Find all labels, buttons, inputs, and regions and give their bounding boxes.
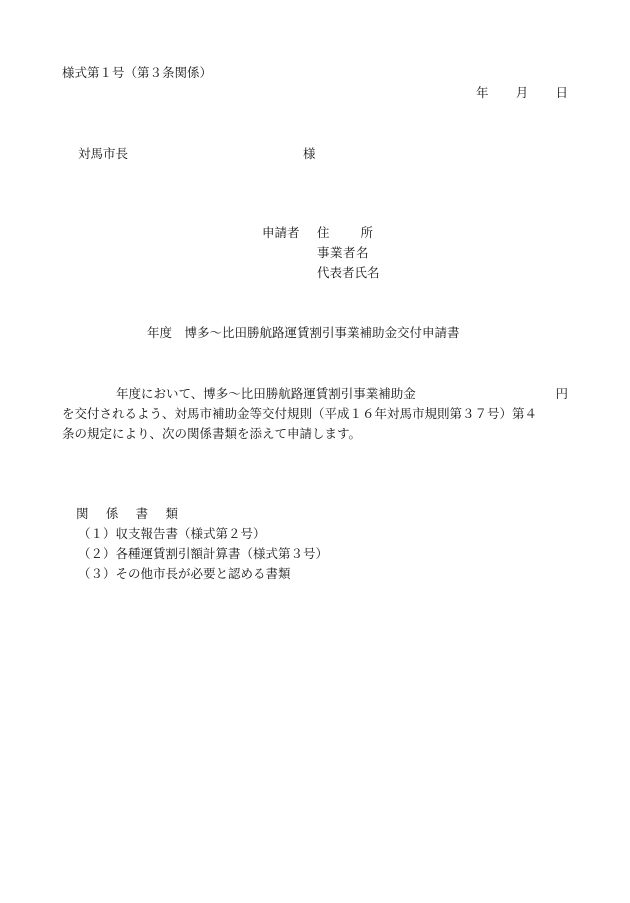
attachment-item: （１）収支報告書（様式第２号） <box>78 526 266 541</box>
body-line-1-text: 年度において、博多～比田勝航路運賃割引事業補助金 <box>116 386 416 401</box>
applicant-label: 申請者 <box>262 225 300 240</box>
yen-label: 円 <box>555 386 568 401</box>
address-label <box>317 227 373 240</box>
heading-char: 書 <box>135 506 149 521</box>
business-name-label: 事業者名 <box>317 245 370 260</box>
address-label-char: 所 <box>360 225 373 240</box>
document-title: 年度 博多～比田勝航路運賃割引事業補助金交付申請書 <box>147 325 460 340</box>
form-number: 様式第１号（第３条関係） <box>62 65 213 80</box>
addressee: 対馬市長 <box>78 146 129 161</box>
attachments-heading <box>76 508 178 521</box>
honorific: 様 <box>303 146 316 161</box>
heading-char: 類 <box>165 506 178 521</box>
year-label: 年 <box>476 85 489 100</box>
attachment-item: （３）その他市長が必要と認める書類 <box>78 566 291 581</box>
address-label-char: 住 <box>317 225 330 240</box>
attachment-item: （２）各種運賃割引額計算書（様式第３号） <box>78 546 329 561</box>
day-label: 日 <box>555 85 568 100</box>
date-line <box>476 87 568 100</box>
month-label: 月 <box>515 85 529 100</box>
body-line-3: 条の規定により、次の関係書類を添えて申請します。 <box>62 426 362 441</box>
heading-char: 係 <box>105 506 119 521</box>
heading-char: 関 <box>76 506 89 521</box>
representative-label: 代表者氏名 <box>317 265 380 280</box>
body-line-2: を交付されるよう、対馬市補助金等交付規則（平成１６年対馬市規則第３７号）第４ <box>62 406 538 421</box>
